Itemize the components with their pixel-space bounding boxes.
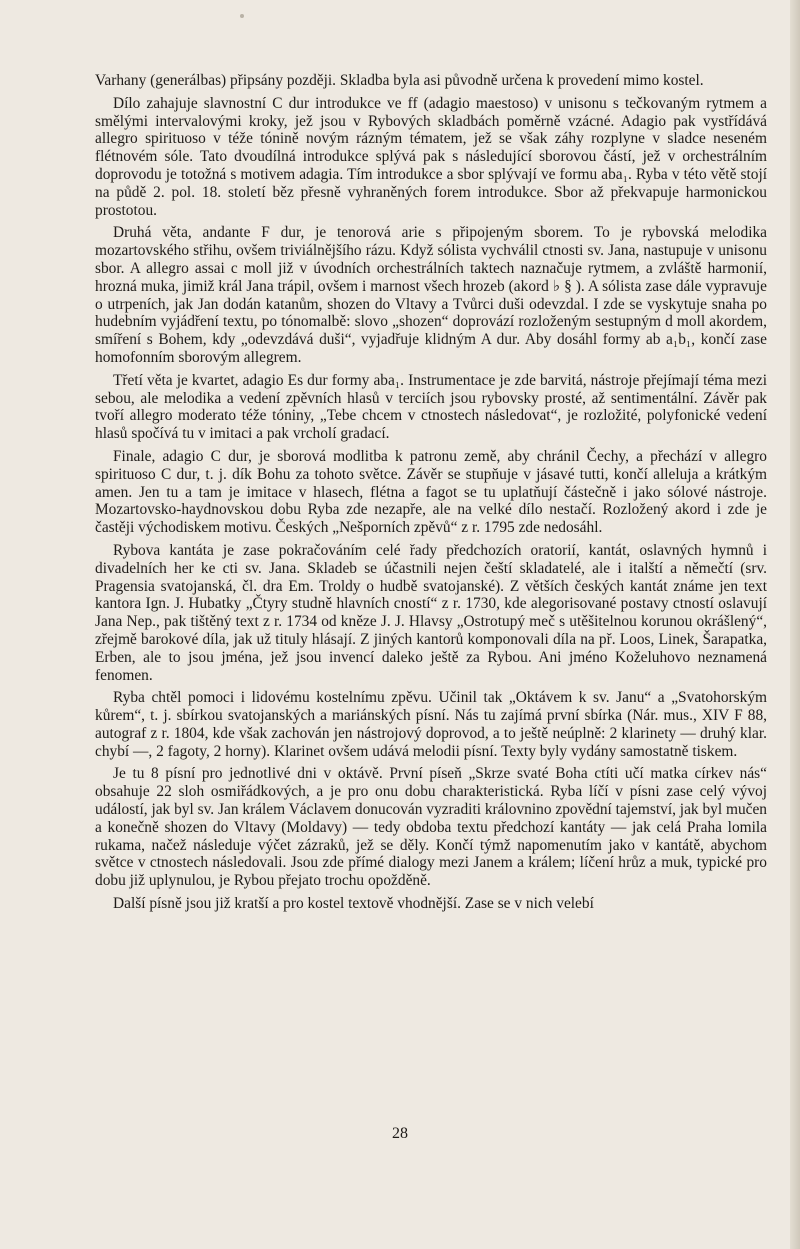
- paragraph: Další písně jsou již kratší a pro kostel textově vhodnější. Zase se v nich velebí: [113, 895, 594, 913]
- paragraph: Třetí věta je kvartet, adagio Es dur formy aba₁. Instrumentace je zde barvitá, nástroje přejímají téma mezi sebou, ale melodika a vedení zpěvních hlasů v terciích jsou rybovsky prosté, až sentimentální. Závěr pak tvoří allegro moderato téže tóniny, „Tebe chcem v ctnostech následovat“, je rozložité, polyfonické vedení hlasů spočívá tu v imitaci a pak vrcholí gradací.: [95, 371, 767, 443]
- paragraph: Finale, adagio C dur, je sborová modlitba k patronu země, aby chránil Čechy, a přechází v allegro spirituoso C dur, t. j. dík Bohu za tohoto světce. Závěr se stupňuje v jásavé tutti, končí alleluja a krátkým amen. Jen tu a tam je imitace v hlasech, flétna a fagot se tu uplatňují částečně i jako sólové nástroje. Mozartovsko-haydnovskou dobu Ryba zde nezapře, ale na velké dílo nestačí. Rozložený akord i zde je častěji východiskem motivu. Českých „Nešporních zpěvů“ z r. 1795 zde nedosáhl.: [95, 447, 767, 537]
- paragraph: Dílo zahajuje slavnostní C dur introdukce ve ff (adagio maestoso) v unisonu s tečkovaným rytmem a smělými intervalovými kroky, jež jsou v Rybových skladbách poměrně vzácné. Adagio pak vystřídává allegro spirituoso v téže tónině novým rázným tématem, jež se však záhy rozplyne v sladce neseném flétnovém sóle. Tato dvoudílná introdukce splývá pak s následující sborovou částí, jež v orchestrálním doprovodu je totožná s motivem adagia. Tím introdukce a sbor splývají ve formu aba₁. Ryba v této větě stojí na půdě 2. pol. 18. století běz přesně vyhraněných forem introdukce. Sbor až překvapuje harmonickou prostotou.: [95, 94, 767, 219]
- paragraph: Je tu 8 písní pro jednotlivé dni v oktávě. První píseň „Skrze svaté Boha ctíti učí matka církev nás“ obsahuje 22 sloh osmiřádkových, a je pro onu dobu charakteristická. Ryba líčí v písni zase celý vývoj událostí, jak byl sv. Jan králem Václavem donucován vyzraditi královnino zpovědní tajemství, jak byl mučen a konečně shozen do Vltavy (Moldavy) — tedy obdoba textu předchozí kantáty — jak celá Praha lomila rukama, načež následuje výčet zázraků, jež se děly. Končí týmž napomenutím jako v kantátě, abychom světce v ctnostech následovali. Jsou zde přímé dialogy mezi Janem a králem; líčení hrůz a muk, typické pro dobu již uplynulou, je Rybou přejato trochu opožděně.: [95, 765, 767, 890]
- paragraph: Druhá věta, andante F dur, je tenorová arie s připojeným sborem. To je rybovská melodika mozartovského střihu, ovšem triviálnějšího rázu. Když sólista vychválil ctnosti sv. Jana, nastupuje v unisonu sbor. A allegro assai c moll již v úvodních orchestrálních taktech naznačuje rytmem, a zvláště harmonií, hrozná muka, jimiž král Jana trápil, ovšem i marnost všech hrozeb (akord ♭ § ). A sólista zase dále vypravuje o utrpeních, jak Jan dodán katanům, shozen do Vltavy a Tvůrci duši odevzdal. I zde se vyskytuje snaha po hudebním vyjádření textu, po tónomalbě: slovo „shozen“ doprovází rozloženým sestupným d moll akordem, smíření s Bohem, kdy „odevzdává duši“, vyjadřuje klidným A dur. Aby dosáhl formy ab a₁b₁, končí zase homofonním sborovým allegrem.: [95, 224, 767, 366]
- paper-speck: [240, 14, 244, 18]
- paragraph: Ryba chtěl pomoci i lidovému kostelnímu zpěvu. Učinil tak „Oktávem k sv. Janu“ a „Svatohorským kůrem“, t. j. sbírkou svatojanských a mariánských písní. Nás tu zajímá první sbírka (Nár. mus., XIV F 88, autograf z r. 1804, kde však zachován jen nástrojový doprovod, a to ještě neúplně: 2 klarinety — druhý klar. chybí —, 2 fagoty, 2 horny). Klarinet ovšem udává melodii písní. Texty byly vydány samostatně tiskem.: [95, 689, 767, 760]
- page-number: 28: [392, 1125, 408, 1142]
- paragraph: Varhany (generálbas) připsány později. Skladba byla asi původně určena k provedení mimo kostel.: [95, 72, 704, 89]
- paragraph: Rybova kantáta je zase pokračováním celé řady předchozích oratorií, kantát, oslavných hymnů i divadelních her ke cti sv. Jana. Skladeb se účastnili nejen čeští skladatelé, ale i italští a němečtí (srv. Pragensia svatojanská, čl. dra Em. Troldy o hudbě svatojanské). Z větších českých kantát známe jen text kantora Ign. J. Hubatky „Čtyry studně hlavních cností“ z r. 1730, kde alegorisované postavy ctností oslavují Jana Nep., pak tištěný text z r. 1734 od kněze J. J. Hlavsy „Ostrotupý meč s utěšitelnou korunou okrášlený“, zřejmě barokové díla, jak už tituly hlásají. Z jiných kantorů komponovali díla na př. Loos, Linek, Šarapatka, Erben, ale to jsou jména, jež jsou invencí daleko ještě za Rybou. Ani jméno Koželuhovo neznamená fenomen.: [95, 541, 767, 684]
- body-text: [95, 72, 767, 918]
- page-edge: [790, 0, 800, 1249]
